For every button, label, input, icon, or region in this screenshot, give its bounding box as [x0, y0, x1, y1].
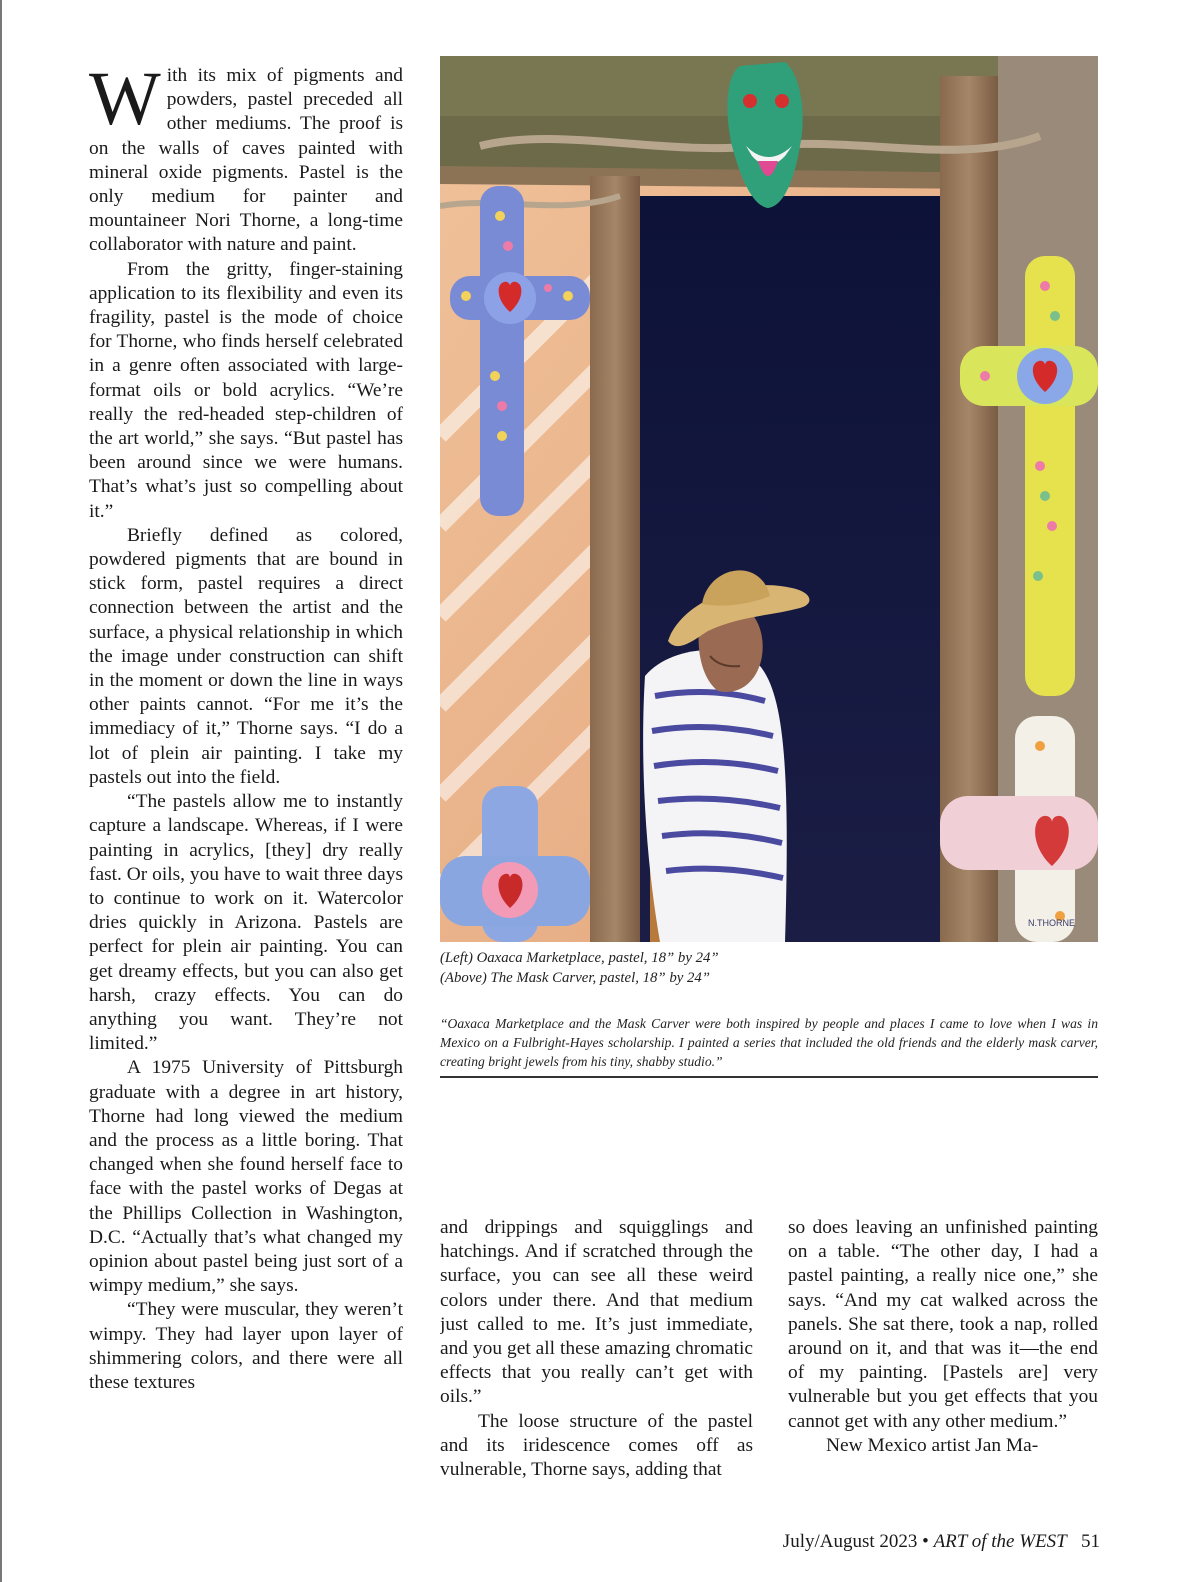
article-paragraph: The loose structure of the pastel and its iridescence comes off as vulnerable, Thorne says, adding that [440, 1410, 753, 1481]
article-column-2 [440, 1216, 753, 1486]
painting-signature: N.THORNE [1028, 918, 1075, 928]
paragraph-text: ith its mix of pigments and powders, pastel preceded all other mediums. The proof is on the walls of caves painted with mineral oxide pigments. Pastel is the only medium for painter and mountaineer Nori Thorne, a long-time collaborator with nature and paint. [89, 65, 403, 256]
artist-quote-caption: “Oaxaca Marketplace and the Mask Carver were both inspired by people and places I came to love when I was in Mexico on a Fulbright-Hayes scholarship. I painted a series that included the old friends and the elderly mask carver, creating bright jewels from his tiny, shabby studio.” [440, 1016, 1098, 1069]
article-column-3 [788, 1216, 1098, 1486]
article-paragraph: From the gritty, finger-staining application to its flexibility and even its fragility, pastel is the mode of choice for Thorne, who finds herself celebrated in a genre often associated with large-format oils or bold acrylics. “We’re really the red-headed step-children of the art world,” she says. “But pastel has been around since we were humans. That’s what’s just so compelling about it.” [89, 258, 403, 522]
page-number: 51 [1081, 1531, 1100, 1552]
page-edge-line [0, 0, 2, 1582]
painting-the-mask-carver [440, 56, 1098, 942]
article-paragraph [89, 64, 403, 258]
image-caption [440, 948, 1098, 988]
article-paragraph: A 1975 University of Pittsburgh graduate with a degree in art history, Thorne had long viewed the medium and the process as a little boring. That changed when she found herself face to face with the pastel works of Degas at the Phillips Collection in Washington, D.C. “Actually that’s what changed my opinion about pastel being just sort of a wimpy medium,” she says. [89, 1057, 403, 1297]
article-paragraph: New Mexico artist Jan Ma- [826, 1434, 1039, 1456]
footer-bullet: • [922, 1531, 929, 1552]
article-paragraph: “They were muscular, they weren’t wimpy. They had layer upon layer of shimmering colors, and there were all these textures [89, 1299, 403, 1393]
article-paragraph: so does leaving an unfinished painting on a table. “The other day, I had a pastel painting, a really nice one,” she says. “And my cat walked across the panels. She sat there, took a nap, rolled around on it, and that was it—the end of my painting. [Pastels are] very vulnerable but you get effects that you cannot get with any other medium.” [788, 1217, 1098, 1432]
article-paragraph: and drippings and squigglings and hatchings. And if scratched through the surface, you can see all these weird colors under there. And that medium just called to me. It’s just immediate, and you get all these amazing chromatic effects that you really can’t get with oils.” [440, 1217, 753, 1408]
caption-divider [440, 1076, 1098, 1078]
issue-date: July/August 2023 [782, 1531, 918, 1552]
caption-line-above: (Above) The Mask Carver, pastel, 18” by 24” [440, 970, 711, 986]
drop-cap: W [89, 64, 161, 141]
magazine-name: ART of the WEST [933, 1531, 1067, 1552]
page-footer [600, 1531, 1100, 1553]
caption-line-left: (Left) Oaxaca Marketplace, pastel, 18” by 24” [440, 950, 719, 966]
article-paragraph: Briefly defined as colored, powdered pigments that are bound in stick form, pastel requires a direct connection between the artist and the surface, a physical relationship in which the image under construction can shift in the moment or down the line in ways other paints cannot. “For me it’s the immediacy of it,” Thorne says. “I do a lot of plein air painting. I take my pastels out into the field. [89, 524, 403, 788]
article-paragraph: “The pastels allow me to instantly capture a landscape. Whereas, if I were painting in acrylics, [they] dry really fast. Or oils, you have to wait three days to continue to work on it. Watercolor dries quickly in Arizona. Pastels are perfect for plein air painting. You can get dreamy effects, but you can also get harsh, crazy effects. You can do anything you want. They’re not limited.” [89, 791, 403, 1055]
article-column-1 [89, 64, 403, 1484]
